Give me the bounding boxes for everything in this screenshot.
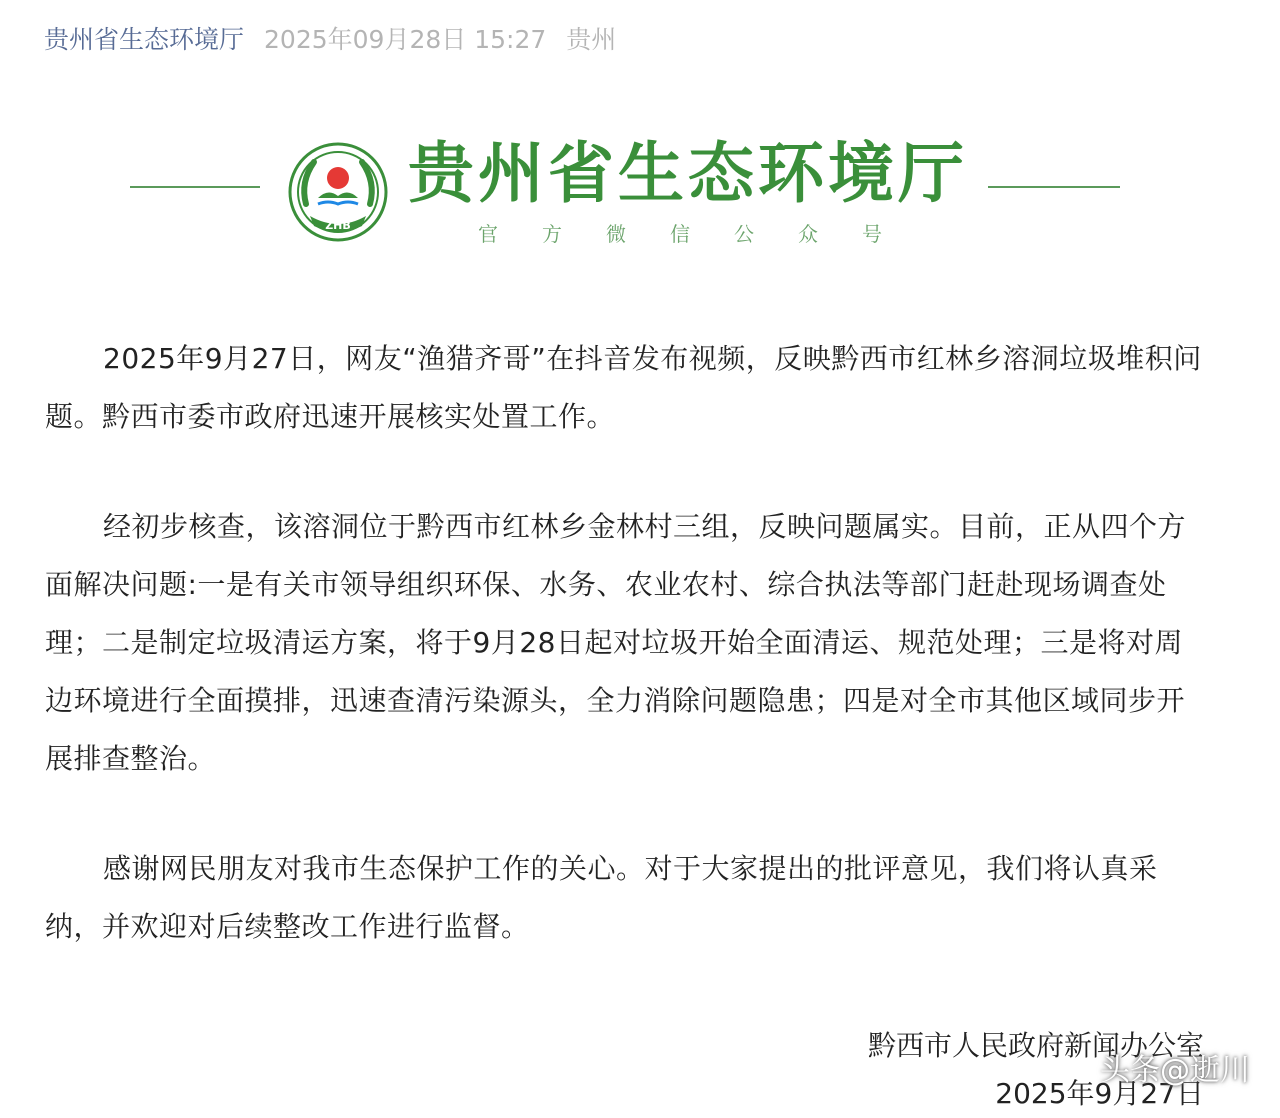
banner-title: 贵州省生态环境厅 xyxy=(408,135,968,212)
zhb-emblem-icon xyxy=(288,142,388,242)
publish-location: 贵州 xyxy=(566,25,617,54)
paragraph: 经初步核查，该溶洞位于黔西市红林乡金林村三组，反映问题属实。目前，正从四个方面解决问题:一是有关市领导组织环保、水务、农业农村、综合执法等部门赶赴现场调查处理；二是制定垃圾清运方案，将于9月28日起对垃圾开始全面清运、规范处理；三是将对周边环境进行全面摸排，迅速查清污染源头，全力消除问题隐患；四是对全市其他区域同步开展排查整治。 xyxy=(45,510,1187,775)
article-body xyxy=(45,330,1207,1008)
banner-divider-left xyxy=(130,186,260,188)
signature-org: 黔西市人民政府新闻办公室 xyxy=(867,1029,1204,1062)
emblem-letters: ZHB xyxy=(325,219,351,232)
watermark: 头条@逝川 xyxy=(1100,1053,1250,1088)
account-name-link[interactable]: 贵州省生态环境厅 xyxy=(44,25,245,54)
header-banner xyxy=(0,120,1280,260)
banner-subtitle: 官方微信公众号 xyxy=(478,222,926,246)
publish-time: 2025年09月28日 15:27 xyxy=(264,25,547,54)
signature-date: 2025年9月27日 xyxy=(995,1077,1204,1110)
paragraph: 感谢网民朋友对我市生态保护工作的关心。对于大家提出的批评意见，我们将认真采纳，并欢迎对后续整改工作进行监督。 xyxy=(45,852,1158,943)
article-meta-bar xyxy=(44,18,616,58)
banner-divider-right xyxy=(988,186,1120,188)
paragraph: 2025年9月27日，网友“渔猎齐哥”在抖音发布视频，反映黔西市红林乡溶洞垃圾堆积问题。黔西市委市政府迅速开展核实处置工作。 xyxy=(45,342,1202,433)
